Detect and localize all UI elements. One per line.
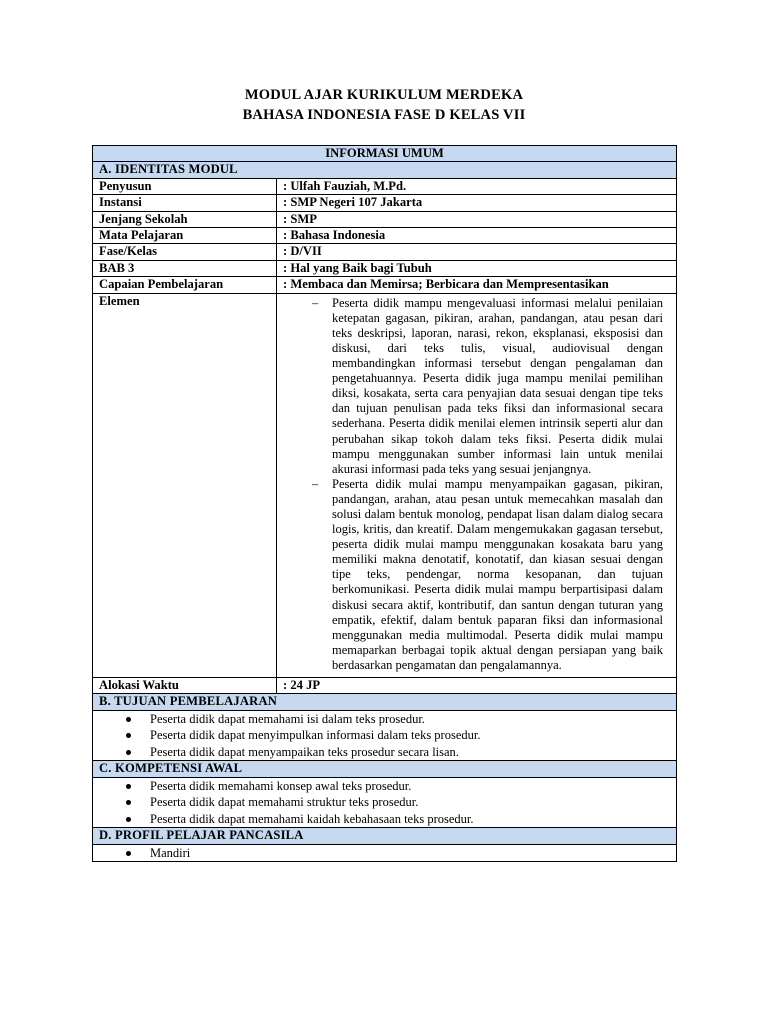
elemen-label: Elemen — [93, 293, 277, 677]
document-title-line1: MODUL AJAR KURIKULUM MERDEKA — [244, 87, 524, 103]
dash-bullet-icon: – — [312, 476, 319, 491]
list-item-text: Mandiri — [150, 845, 191, 860]
row-value: : Ulfah Fauziah, M.Pd. — [277, 178, 677, 194]
row-value: : Bahasa Indonesia — [277, 228, 677, 244]
list-item — [119, 711, 670, 728]
list-item — [312, 477, 663, 673]
row-label: Mata Pelajaran — [93, 228, 277, 244]
tujuan-list — [99, 711, 670, 761]
list-item — [119, 811, 670, 828]
list-item-text: Peserta didik dapat menyampaikan teks prosedur secara lisan. — [150, 744, 459, 759]
table-row — [93, 678, 677, 694]
table-row — [93, 228, 677, 244]
section-b-content-row — [93, 710, 677, 761]
alokasi-value: : 24 JP — [277, 678, 677, 694]
list-item — [119, 744, 670, 761]
bullet-icon — [126, 733, 131, 738]
bullet-icon — [126, 851, 131, 856]
list-item-text: Peserta didik dapat memahami kaidah kebahasaan teks prosedur. — [150, 811, 474, 826]
section-d-content-row — [93, 844, 677, 862]
list-item — [119, 778, 670, 795]
document-title-line2: BAHASA INDONESIA FASE D KELAS VII — [242, 107, 526, 123]
bullet-icon — [126, 784, 131, 789]
section-d-row — [93, 828, 677, 844]
section-d-content — [93, 844, 677, 862]
list-item-text: Peserta didik dapat memahami struktur teks prosedur. — [150, 795, 419, 810]
list-item — [119, 845, 670, 862]
list-item — [119, 794, 670, 811]
section-c-row — [93, 761, 677, 777]
list-item-text: Peserta didik dapat menyimpulkan informasi dalam teks prosedur. — [150, 728, 481, 743]
table-row — [93, 211, 677, 227]
elemen-list — [283, 296, 670, 677]
bullet-icon — [126, 717, 131, 722]
section-d-title: D. PROFIL PELAJAR PANCASILA — [93, 828, 677, 844]
section-b-row — [93, 694, 677, 710]
table-row — [93, 178, 677, 194]
table-heading: INFORMASI UMUM — [93, 146, 677, 162]
list-item-text: Peserta didik dapat memahami isi dalam teks prosedur. — [150, 711, 425, 726]
row-label: Fase/Kelas — [93, 244, 277, 260]
row-value: : Membaca dan Memirsa; Berbicara dan Mempresentasikan — [277, 277, 677, 293]
bullet-icon — [126, 817, 131, 822]
table-row — [93, 244, 677, 260]
row-value: : Hal yang Baik bagi Tubuh — [277, 260, 677, 276]
list-item-text: Peserta didik mulai mampu menyampaikan gagasan, pikiran, pandangan, arahan, atau pesan untuk memecahkan masalah dan solusi dalam bentuk monolog, pendapat lisan dalam dialog secara logis, kritis, dan kreatif. Dalam mengemukakan gagasan tersebut, peserta didik mulai mampu menggunakan kosakata baru yang memiliki makna denotatif, konotatif, dan kiasan sesuai dengan tipe teks, pendengar, norma kesopanan, dan tujuan berkomunikasi. Peserta didik mulai mampu berpartisipasi dalam diskusi secara aktif, kontributif, dan santun dengan tuturan yang empatik, efektif, dalam bentuk paparan fiksi dan informasional menggunakan media multimodal. Peserta didik mulai mampu memaparkan berbagai topik aktual dengan persiapan yang baik berdasarkan pengamatan dan pengalamannya. — [332, 476, 664, 672]
row-label: Jenjang Sekolah — [93, 211, 277, 227]
row-value: : D/VII — [277, 244, 677, 260]
elemen-content — [277, 293, 677, 677]
section-b-title: B. TUJUAN PEMBELAJARAN — [93, 694, 677, 710]
list-item — [312, 296, 663, 477]
row-label: Instansi — [93, 195, 277, 211]
profil-list — [99, 845, 670, 862]
table-row — [93, 260, 677, 276]
row-value: : SMP Negeri 107 Jakarta — [277, 195, 677, 211]
list-item-text: Peserta didik mampu mengevaluasi informasi melalui penilaian ketepatan gagasan, pikiran, arahan, pandangan, atau pesan dari teks deskripsi, laporan, narasi, rekon, eksplanasi, eksposisi dan diskusi, dari teks tulis, visual, audiovisual dengan membandingkan informasi tersebut dengan pengalaman dan pengetahuannya. Peserta didik juga mampu menilai pemilihan diksi, kosakata, serta cara penyajian data sesuai dengan tipe teks dan tujuan penulisan pada teks fiksi dan informasional secara sederhana. Peserta didik menilai elemen intrinsik seperti alur dan perubahan sikap tokoh dalam teks fiksi. Peserta didik mulai mampu menggunakan sumber informasi lain untuk menilai akurasi informasi pada teks yang sesuai jenjangnya. — [332, 295, 664, 476]
module-info-table — [92, 145, 677, 862]
section-c-content — [93, 777, 677, 828]
section-a-title: A. IDENTITAS MODUL — [93, 162, 677, 178]
row-label: Penyusun — [93, 178, 277, 194]
row-label: BAB 3 — [93, 260, 277, 276]
bullet-icon — [126, 800, 131, 805]
list-item-text: Peserta didik memahami konsep awal teks prosedur. — [150, 778, 412, 793]
section-a-row — [93, 162, 677, 178]
alokasi-label: Alokasi Waktu — [93, 678, 277, 694]
section-b-content — [93, 710, 677, 761]
table-heading-row — [93, 146, 677, 162]
section-c-title: C. KOMPETENSI AWAL — [93, 761, 677, 777]
row-label: Capaian Pembelajaran — [93, 277, 277, 293]
section-c-content-row — [93, 777, 677, 828]
dash-bullet-icon: – — [312, 295, 319, 310]
row-value: : SMP — [277, 211, 677, 227]
bullet-icon — [126, 750, 131, 755]
kompetensi-list — [99, 778, 670, 828]
table-row — [93, 277, 677, 293]
elemen-row — [93, 293, 677, 677]
list-item — [119, 727, 670, 744]
table-row — [93, 195, 677, 211]
